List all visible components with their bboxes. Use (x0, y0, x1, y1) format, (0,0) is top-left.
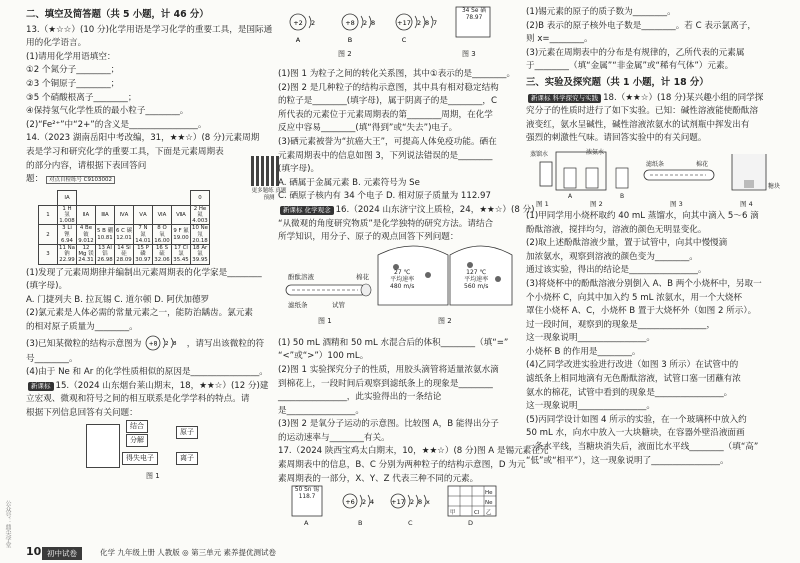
q17-line: 则 x=________。 (526, 34, 593, 45)
q13-line: (2)“Fe²⁺”中“2+”的含义是________________。 (26, 119, 207, 130)
flow-label-combine: 结合 (126, 420, 148, 433)
periodic-table (38, 190, 210, 265)
temp-b-value: 127 ℃ (466, 268, 487, 276)
label-c: C (408, 519, 413, 528)
temp-b (464, 269, 488, 290)
q13-line: 用的化学语言。 (26, 38, 87, 49)
pt-cell: ⅦA (172, 205, 191, 225)
pt-cell: Cl (474, 510, 480, 517)
q18-line-text: 18.（★★☆）(18 分)某兴趣小组的同学探 (603, 92, 764, 103)
section-title: 三、实验及探究题（共 1 小题，计 18 分） (526, 76, 709, 88)
q17-line: (1)锡元素的原子的质子数为________。 (526, 7, 676, 17)
label-cotton: 棉花 (696, 160, 709, 168)
q15-questions (278, 68, 514, 204)
pt-period: 1 (39, 205, 58, 225)
pt-cell: 7 N 氮 14.01 (135, 225, 151, 244)
q18-line: 这一现象说明________________。 (526, 333, 655, 344)
q18 (526, 92, 788, 146)
section-title: 二、填空及简答题（共 5 小题，计 46 分） (26, 9, 209, 20)
column-right (526, 6, 788, 468)
pt-cell: 6 C 碳 12.01 (115, 225, 134, 245)
pt-cell: 9 F 氟 19.00 (172, 225, 191, 245)
label-filter-strip: 滤纸条 (288, 300, 308, 309)
svg-text:2: 2 (410, 498, 415, 507)
page-footer (0, 541, 800, 563)
q14-line-text: 题： (26, 174, 44, 185)
q13-line: ②3 个铜原子________； (26, 78, 120, 89)
q18-questions (526, 210, 788, 468)
q15-line: (3)硒元素被誉为“抗癌大王”，可提高人体免疫功能。硒在 (278, 136, 497, 147)
pt-cell: 11 Na 钠 22.99 (59, 244, 75, 264)
q18-line: 液变红，氨水呈碱性，碱性溶液浓氨水的试剂瓶中挥发出有 (526, 119, 750, 130)
svg-text:8: 8 (425, 19, 430, 27)
new-curriculum-tag: 新课标 科学探究与实践 (528, 94, 601, 103)
svg-text:+8: +8 (148, 340, 158, 348)
q16-questions (278, 337, 514, 446)
pt-period: 3 (39, 244, 58, 264)
svg-text:2: 2 (311, 19, 316, 27)
q14-note: 对点自检练号 C9103002 (46, 176, 115, 184)
q17-line: 17.（2024 陕西宝鸡太白期末，10，★★☆）(8 分)图 A 是锡元素在元 (278, 446, 549, 457)
q18-line: 个小烧杯 C，向其中加入约 5 mL 浓氨水，用一个大烧杯 (526, 292, 743, 303)
q15-line: (1)图 1 为粒子之间的转化关系图，其中①表示的是________。 (278, 69, 516, 79)
q13-line: (1)请用化学用语填空： (26, 51, 116, 62)
temp-b-speed: 560 m/s (464, 282, 489, 290)
q14 (26, 132, 260, 187)
q18-line: 过一段时间，观察到的现象是________________， (526, 319, 716, 330)
label-ammonia: 浓氨水 (586, 148, 605, 156)
svg-text:7: 7 (433, 19, 438, 27)
q18-line: 一条水平线，当糖块消失后，液面比水平线________（填“高” (526, 442, 759, 453)
page-number: 10 (26, 545, 42, 558)
q14-line: 表是学习和研究化学的重要工具，下面是元素周期表 (26, 146, 224, 157)
flow-box-ion: 离子 (176, 452, 198, 465)
pt-cell: 18 Ar 氩 39.95 (192, 244, 208, 264)
side-watermark: 公众号：鼎尖学堂 (4, 500, 11, 548)
label-d: D (468, 519, 474, 528)
figure-caption: 图 4 (740, 199, 753, 208)
q15-line-text: 15.（2024 山东烟台莱山期末，18，★★☆）(12 分)建 (55, 380, 269, 391)
label-phenolphthalein: 酚酞溶液 (288, 272, 314, 281)
qr-code-icon[interactable] (251, 156, 281, 186)
label-a: A (568, 192, 573, 200)
fig-atom-structures (278, 6, 514, 68)
q16-line: (3)图 2 是氧分子运动的示意图。比较图 A，B 能得出分子 (278, 419, 499, 430)
q18-line: (3)将烧杯中的酚酞溶液分别倒入 A、B 两个小烧杯中，另取一 (526, 278, 762, 289)
footer-info: 化学 九年级上册 人教版 ◎ 第三单元 素养提优测试卷 (100, 548, 276, 557)
flow-label-electron: 得失电子 (122, 452, 158, 465)
q17-line: (3)元素在周期表中的分布是有规律的，乙所代表的元素属 (526, 47, 745, 58)
diffusion-drawing (278, 245, 514, 337)
fig-q17 (278, 486, 514, 526)
svg-text:C: C (401, 36, 407, 44)
figure-caption: 图 1 (146, 472, 160, 481)
pt-cell: 13 Al 铝 26.98 (97, 244, 113, 264)
q15-line: 的粒子是________(填字母)，属于阴离子的是________，C (278, 96, 497, 107)
label-test-tube: 试管 (332, 300, 345, 309)
q15-line: 立宏观、微观和符号之间的相互联系是化学学科的特点。请 (26, 394, 250, 405)
pt-cell: 4 Be 铍 9.012 (78, 225, 94, 244)
svg-text:+17: +17 (391, 498, 405, 507)
pt-period: 2 (39, 225, 58, 245)
q18-line: 究分子的性质时进行了如下实验。已知：碱性溶液能使酚酞溶 (526, 106, 759, 117)
temp-a (390, 269, 414, 290)
q14-line: (4)由于 Ne 和 Ar 的化学性质相似的原因是________________。 (26, 367, 268, 378)
pt-cell: 17 Cl 氯 35.45 (173, 244, 189, 264)
q16-line: 的运动速率与________有关。 (278, 432, 390, 443)
q15-line: (2)图 2 是几种粒子的结构示意图，其中具有相对稳定结构 (278, 82, 499, 93)
q16-line (278, 204, 535, 218)
q14-line: 的相对原子质量为________。 (26, 321, 138, 332)
pt-cell: 2 He 氦 4.003 (192, 205, 208, 225)
svg-text:2: 2 (363, 19, 368, 27)
q18-line: 通过该实验，得出的结论是________________。 (526, 265, 707, 276)
q14-line: (填字母)。 (26, 281, 68, 292)
q15-line: 反应中容易________(填“得到”或“失去”)电子。 (278, 123, 458, 134)
q18-line: 小烧杯 B 的作用是________。 (526, 346, 641, 357)
q15-line (26, 380, 269, 394)
q18-line: 罩住小烧杯 A、C，小烧杯 B 置于大烧杯外（如图 2 所示）。 (526, 306, 757, 317)
q15-line: 所代表的元素位于元素周期表的第________周期，在化学 (278, 109, 493, 120)
svg-text:x: x (426, 498, 430, 507)
q14-line: 14.（2023 湖南岳阳中考改编，31，★★☆）(8 分)元素周期 (26, 133, 260, 144)
flow-label-decompose: 分解 (126, 434, 148, 447)
pt-cell: ⅢA (96, 205, 115, 225)
svg-text:8: 8 (173, 341, 177, 348)
pt-cell: 10 Ne 氖 20.18 (192, 225, 208, 244)
q14-line: A. 门捷列夫 B. 拉瓦锡 C. 道尔顿 D. 阿伏加德罗 (26, 294, 210, 305)
pt-cell: 甲 (450, 510, 456, 517)
q14-line: 的部分内容，请根据下表回答问 (26, 160, 147, 171)
q18-line: 强烈的刺激性气味。请回答实验中的有关问题。 (526, 133, 707, 144)
pt-cell: 8 O 氧 16.00 (154, 225, 170, 244)
figure-caption: 图 2 (438, 316, 452, 325)
pt-cell: 3 Li 锂 6.94 (58, 225, 77, 245)
q14-line (26, 335, 266, 353)
svg-text:8: 8 (418, 498, 423, 507)
pt-cell: 16 S 硫 32.06 (154, 244, 170, 264)
svg-text:2: 2 (165, 341, 169, 348)
q14-line-text: ，请写出该微粒的符 (186, 338, 265, 349)
svg-text:8: 8 (371, 19, 376, 27)
figure-caption: 图 2 (338, 50, 352, 58)
q14-line: (1)发现了元素周期律并编制出元素周期表的化学家是________ (26, 267, 262, 278)
q18-line: (2)取上述酚酞溶液少量，置于试管中，向其中慢慢滴 (526, 238, 728, 249)
q16-line-text: 16.（2024 山东济宁汶上质检，24，★★☆）(8 分) (335, 204, 535, 215)
figure-caption: 图 3 (462, 50, 476, 58)
q16-line: (1) 50 mL 酒精和 50 mL 水混合后的体积________（填“=” (278, 337, 509, 348)
pt-cell: 12 Mg 镁 24.31 (78, 244, 94, 264)
svg-text:+17: +17 (397, 19, 411, 27)
pt-cell: Ne (485, 500, 493, 507)
new-curriculum-tag: 新课标 (28, 382, 54, 391)
q16 (278, 204, 535, 245)
svg-text:2: 2 (417, 19, 422, 27)
q16-line: “从微观的角度研究物质”是化学独特的研究方法。请结合 (278, 218, 494, 229)
qr-caption: 更多题练 真题预测 (251, 188, 287, 201)
flow-box-atom: 原子 (176, 426, 198, 439)
figure-caption: 图 1 (536, 199, 549, 208)
fig-diffusion-experiment (278, 245, 514, 337)
particle-flow-diagram (86, 420, 266, 480)
q14-line: (2)氯元素是人体必需的常量元素之一，能防治龋齿。氯元素 (26, 308, 254, 319)
pt-cell: 5 B 硼 10.81 (96, 225, 115, 245)
label-cotton: 棉花 (356, 272, 369, 281)
q17-line: (2)B 表示的原子核外电子数是________。若 C 表示氯离子， (526, 20, 756, 31)
q14-line (26, 173, 222, 188)
pt-cell: ⅡA (77, 205, 96, 225)
pt-cell: 15 P 磷 30.97 (135, 244, 151, 264)
q14-line-text: (3)已知某微粒的结构示意图为 (26, 338, 142, 349)
flow-box-molecule (86, 424, 120, 468)
label-b: B (358, 519, 363, 528)
fig-q18 (526, 146, 788, 210)
svg-text:2: 2 (362, 498, 367, 507)
temp-b-label: 平均速率 (464, 275, 489, 283)
q15-line: 根据下列信息回答有关问题： (26, 407, 138, 418)
svg-text:4: 4 (370, 498, 375, 507)
q18-line: (1)甲同学用小烧杯取约 40 mL 蒸馏水，向其中滴入 5～6 滴 (526, 210, 759, 221)
q16-line: 是________________。 (278, 405, 364, 416)
q15 (26, 380, 269, 421)
q18-line: “低”或“相平”），这一现象说明了________________。 (526, 455, 729, 466)
figure-caption: 图 3 (670, 199, 683, 208)
q14-questions (26, 267, 266, 380)
temp-a-speed: 480 m/s (390, 282, 415, 290)
q18-line: 滤纸条上相同地滴有无色酚酞溶液，试管口塞一团蘸有浓 (526, 374, 741, 385)
q17-line: 素周期表的一部分，X、Y、Z 代表三种不同的元素。 (278, 473, 479, 484)
pt-cell: ⅣA (115, 205, 134, 225)
figure-caption: 图 1 (318, 316, 332, 325)
new-curriculum-tag: 新课标 化学观念 (280, 206, 334, 215)
label-water: 蒸馏水 (530, 150, 549, 158)
q18-line: 酚酞溶液，搅拌均匀，溶液的颜色无明显变化。 (526, 224, 707, 235)
q17 (278, 445, 549, 486)
q15-line: 元素周期表中的信息如图 3，下列说法错误的是________ (278, 150, 493, 161)
temp-a-label: 平均速率 (390, 275, 415, 283)
q18-line: 氨水的棉花，试管中看到的现象是________________。 (526, 387, 733, 398)
svg-text:A: A (295, 36, 301, 44)
q13-line: ①2 个氮分子________； (26, 65, 120, 76)
label-filter-strip: 滤纸条 (646, 160, 665, 168)
q16-line: “<”或“>”）100 mL。 (278, 351, 369, 362)
atom-structure-icon (144, 335, 184, 351)
svg-text:B: B (347, 36, 353, 44)
q13 (26, 24, 273, 133)
q18-line: (4)乙同学改进实验进行改进（如图 3 所示）在试管中的 (526, 360, 739, 371)
q14-line: 号________。 (26, 353, 78, 364)
figure-caption: 图 2 (590, 199, 603, 208)
q15-line: A. 硒属于金属元素 B. 元素符号为 Se (278, 177, 420, 188)
label-a: A (304, 519, 309, 528)
pt-cell: 1 H 氢 1.008 (59, 205, 75, 225)
q18-line: 加浓氨水，观察到溶液的颜色变为________。 (526, 251, 698, 262)
q13-line: 13.（★☆☆）(10 分)化学用语是学习化学的重要工具，是国际通 (26, 24, 273, 35)
q16-line: 到棉花上，一段时间后观察到滤纸条上的现象是________ (278, 378, 493, 389)
q17-line: 于________（填“金属”“非金属”或“稀有气体”）元素。 (526, 61, 734, 72)
svg-text:+6: +6 (345, 498, 355, 507)
q15-line: C. 硒原子核内有 34 个电子 D. 相对原子质量为 112.97 (278, 191, 491, 202)
pt-cell: 乙 (486, 510, 492, 517)
q16-line: ________________，此实验得出的一条结论 (278, 392, 442, 403)
q15-line: (填字母)。 (278, 164, 320, 175)
q18-line: 这一现象说明________________。 (526, 401, 655, 412)
se-element-box: 34 Se 硒 78.97 (461, 8, 487, 21)
q18-line: (5)丙同学设计如图 4 所示的实验，在一个玻璃杯中放入约 (526, 414, 747, 425)
label-sugar: 糖块 (768, 182, 781, 190)
q13-line: ③5 个硝酸根离子________； (26, 92, 137, 103)
pt-cell: ⅥA (153, 205, 172, 225)
pt-cell: ⅤA (134, 205, 153, 225)
column-left (26, 6, 287, 481)
pt-cell: 0 (191, 190, 210, 205)
pt-cell: He (485, 490, 493, 497)
q17-questions (526, 6, 788, 74)
pt-cell: 14 Si 硅 28.09 (116, 244, 132, 264)
pt-cell: IA (58, 190, 77, 205)
footer-band: 初中试卷 (42, 547, 82, 560)
q16-line: (2)图 1 实验探究分子的性质，用胶头滴管将适量浓氨水滴 (278, 364, 499, 375)
svg-text:+2: +2 (293, 19, 303, 27)
sn-element-box: 50 Sn 锡 118.7 (294, 487, 320, 501)
q18-line: 50 mL 水，向水中放入一大块糖块，在容器外壁沿液面画 (526, 428, 745, 439)
label-b: B (620, 192, 625, 200)
q16-line: 所学知识，用分子、原子的观点回答下列问题： (278, 232, 459, 243)
svg-text:+8: +8 (345, 19, 355, 27)
q17-line: 素周期表中的信息，B、C 分别为两种粒子的结构示意图，D 为元 (278, 460, 526, 471)
q13-line: ④保持氢气化学性质的最小粒子________。 (26, 106, 189, 117)
temp-a-value: 27 ℃ (394, 268, 411, 276)
q18-line (526, 92, 788, 106)
